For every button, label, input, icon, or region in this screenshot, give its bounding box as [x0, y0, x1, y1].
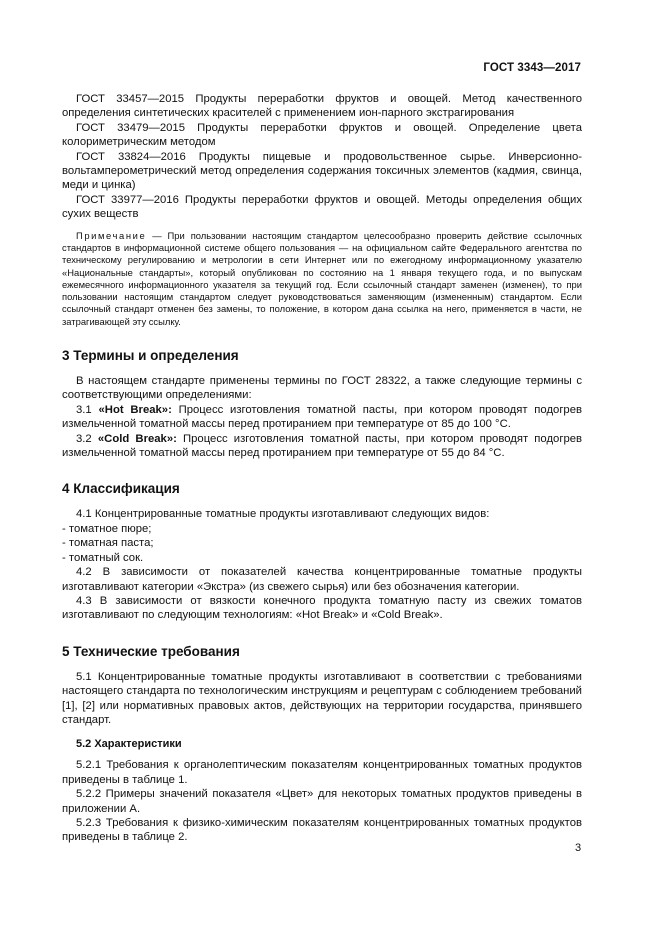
paragraph-5-2-3: 5.2.3 Требования к физико-химическим показателям концентрированных томатных продуктов приведены в таблице 2.	[62, 816, 582, 844]
reference-gost-33824: ГОСТ 33824—2016 Продукты пищевые и продовольственное сырье. Инверсионно-вольтамперометрический метод определения содержания токсичных элементов (кадмия, свинца, меди и цинка)	[62, 150, 582, 192]
paragraph-4-2: 4.2 В зависимости от показателей качества концентрированные томатные продукты изготавливают категории «Экстра» (из свежего сырья) или без обозначения категории.	[62, 566, 582, 593]
term-3-2-name: «Cold Break»:	[97, 432, 177, 445]
term-3-1-name: «Hot Break»:	[98, 403, 172, 416]
list-item-tomato-paste: - томатная паста;	[62, 537, 154, 550]
term-3-2-number: 3.2	[76, 432, 98, 445]
list-item-tomato-juice: - томатный сок.	[62, 551, 144, 564]
document-header-id: ГОСТ 3343—2017	[483, 62, 581, 74]
page-number: 3	[575, 842, 582, 854]
list-item-tomato-puree: - томатное пюре;	[62, 522, 152, 535]
section-3-title: 3 Термины и определения	[62, 348, 239, 364]
note-paragraph	[62, 230, 582, 328]
section-3-intro: В настоящем стандарте применены термины по ГОСТ 28322, а также следующие термины с соответствующими определениями:	[62, 375, 582, 402]
section-4-title: 4 Классификация	[62, 481, 180, 497]
subsection-5-2-title: 5.2 Характеристики	[76, 738, 182, 751]
term-3-1-number: 3.1	[76, 403, 99, 416]
paragraph-4-3: 4.3 В зависимости от вязкости конечного продукта томатную пасту из свежих томатов изготавливают по следующим технологиям: «Hot Break» и «Cold Break».	[62, 594, 582, 622]
paragraph-5-2-2: 5.2.2 Примеры значений показателя «Цвет» для некоторых томатных продуктов приведены в приложении А.	[62, 788, 582, 815]
reference-gost-33457: ГОСТ 33457—2015 Продукты переработки фруктов и овощей. Метод качественного определения синтетических красителей с применением ион-парного экстрагирования	[62, 93, 582, 120]
page-content	[62, 92, 582, 845]
reference-gost-33977: ГОСТ 33977—2016 Продукты переработки фруктов и овощей. Методы определения общих сухих веществ	[62, 193, 582, 221]
paragraph-5-2-1: 5.2.1 Требования к органолептическим показателям концентрированных томатных продуктов приведены в таблице 1.	[62, 759, 582, 786]
paragraph-4-1: 4.1 Концентрированные томатные продукты изготавливают следующих видов:	[76, 508, 490, 521]
term-3-1-definition: Процесс изготовления томатной пасты, при котором проводят подогрев измельченной томатной массы перед протиранием при температуре от 85 до 100 °С.	[62, 403, 583, 431]
term-3-1	[62, 403, 582, 432]
term-3-2-definition: Процесс изготовления томатной пасты, при котором проводят подогрев измельченной томатной массы перед протиранием при температуре от 55 до 84 °С.	[62, 432, 583, 460]
paragraph-5-1: 5.1 Концентрированные томатные продукты изготавливают в соответствии с требованиями настоящего стандарта по технологическим инструкциям и рецептурам с соблюдением требований [1], [2] или нормативных правовых актов, действующих на территории государства, принявшего стандарт.	[62, 670, 582, 726]
note-text: — При пользовании настоящим стандартом целесообразно проверить действие ссылочных стандартов в информационной системе общего пользования — на официальном сайте Федерального агентства по техническому регулированию и метрологии в сети Интернет или по ежегодному информационному указателю «Национальные стандарты», который опубликован по состоянию на 1 января текущего года, и по выпускам ежемесячного информационного указателя за текущий год. Если ссылочный стандарт заменен (изменен), то при пользовании настоящим стандартом следует руководствоваться заменяющим (измененным) стандартом. Если ссылочный стандарт отменен без замены, то положение, в котором дана ссылка на него, применяется в части, не затрагивающей эту ссылку.	[62, 229, 582, 327]
reference-gost-33479: ГОСТ 33479—2015 Продукты переработки фруктов и овощей. Определение цвета колориметрическим методом	[62, 121, 582, 149]
section-5-title: 5 Технические требования	[62, 643, 240, 659]
term-3-2	[62, 432, 582, 461]
note-label: Примечание	[76, 229, 147, 241]
